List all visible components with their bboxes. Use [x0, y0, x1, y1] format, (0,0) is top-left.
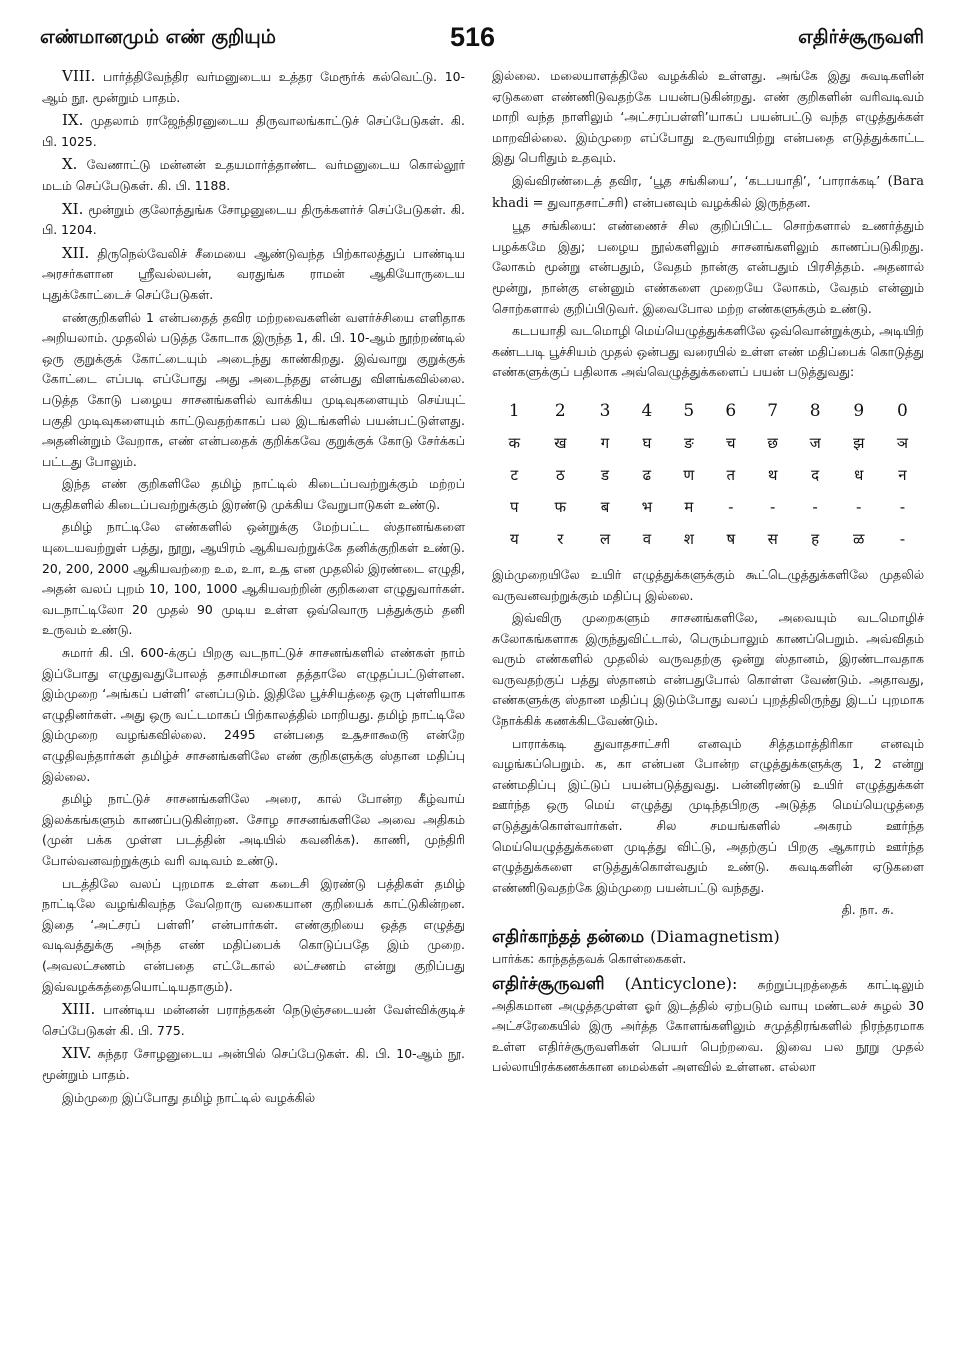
author-signature: தி. நா. சு. [841, 902, 894, 918]
table-cell: - [899, 529, 906, 548]
left-column [42, 66, 465, 1358]
paragraph-text: பார்த்திவேந்திர வர்மனுடைய உத்தர மேரூர்க் கல்வெட்டு. 10-ஆம் நூ. மூன்றும் பாதம். [42, 69, 465, 105]
table-cell: - [769, 497, 776, 516]
table-cell: ध [854, 465, 864, 484]
paragraph: தமிழ் நாட்டிலே எண்களில் ஒன்றுக்கு மேற்பட்ட ஸ்தானங்களை யுடையவற்றுள் பத்து, நூறு, ஆயிரம் ஆகியவற்றுக்கே தனிக்குறிகள் உண்டு. 20, 200, 2000 ஆகியவற்றை உ௰, உ௱, உ௲ என முதலில் இரண்டை எழுதி, அதன் வலப் புறம் 10, 100, 1000 ஆகியவற்றின் குறிகளை எழுதுவார்கள். வடநாட்டிலோ 20 முதல் 90 முடிய உள்ள ஒவ்வொரு பத்துக்கும் தனி உருவம் உண்டு. [42, 519, 465, 638]
table-cell: - [899, 497, 906, 516]
table-cell: 3 [599, 400, 611, 421]
entry-title: எதிர்காந்தத் தன்மை [492, 927, 645, 947]
table-cell: ढ [642, 465, 652, 484]
entry-latin-term: (Anticyclone): [624, 973, 738, 993]
entry-heading [492, 925, 924, 949]
table-cell: ह [811, 529, 820, 548]
table-cell: ज [809, 433, 821, 452]
table-cell: ष [726, 529, 736, 548]
paragraph [42, 1043, 465, 1085]
table-cell: 2 [554, 400, 566, 421]
paragraph: இல்லை. மலையாளத்திலே வழக்கில் உள்ளது. அங்கே இது சுவடிகளின் ஏடுகளை எண்ணிடுவதற்கே பயன்படுகின்றது. எண் குறிகளின் வரிவடிவம் மாறி வந்த நாளிலும் ‘அட்சரப்பள்ளி’யாகப் பயன்பட்டு வந்த எழுத்துக்கள் மாறவில்லை. இம்முறை எப்போது உருவாயிற்று என்பதை எடுத்துக்காட்ட இது பெரிதும் உதவும். [492, 68, 924, 166]
table-cell: न [898, 465, 907, 484]
table-cell: - [812, 497, 818, 516]
table-cell: छ [767, 433, 778, 452]
roman-numeral: XII. [62, 243, 90, 262]
table-cell: य [509, 529, 519, 548]
paragraph-text: இவ்விரண்டைத் தவிர, ‘பூத சங்கியை’, ‘கடபயாதி’, ‘பாராக்கடி’ [512, 172, 888, 188]
table-cell: 4 [641, 400, 653, 421]
entry-latin-term: (Diamagnetism) [650, 927, 780, 946]
right-column [492, 66, 924, 1358]
running-title-right: எதிர்ச்சூருவளி [798, 26, 924, 48]
table-row [492, 491, 924, 523]
paragraph: படத்திலே வலப் புறமாக உள்ள கடைசி இரண்டு பத்திகள் தமிழ் நாட்டிலே வழங்கிவந்த வேறொரு வகையான குறியைக் காட்டுகின்றன. இதை ‘அட்சரப் பள்ளி’ என்பார்கள். எண்குறியை ஒத்த எழுத்து வடிவத்துக்கு அந்த எண் மதிப்பைக் கொடுப்பதே இம் முறை. (அவலட்சணம் என்பதை எட்டேகால் லட்சணம் என்று குறிப்பது இவ்வழக்கத்தையொட்டியதாகும்). [42, 875, 465, 994]
paragraph: இம்முறையிலே உயிர் எழுத்துக்களுக்கும் கூட்டெழுத்துக்களிலே முதலில் வருவனவற்றுக்கும் மதிப்பு இல்லை. [492, 566, 924, 603]
table-cell: 9 [853, 400, 865, 421]
table-cell: र [557, 529, 564, 548]
paragraph: இந்த எண் குறிகளிலே தமிழ் நாட்டில் கிடைப்பவற்றுக்கும் மற்றப் பகுதிகளில் கிடைப்பவற்றுக்கும் இரண்டு முக்கிய வேறுபாடுகள் உண்டு. [42, 476, 465, 512]
table-cell: ळ [853, 529, 865, 548]
table-cell: च [726, 433, 736, 452]
roman-numeral: VIII. [62, 67, 96, 85]
table-cell: 5 [683, 400, 695, 421]
paragraph: இம்முறை இப்போது தமிழ் நாட்டில் வழக்கில் [62, 1089, 316, 1105]
paragraph [492, 972, 924, 1078]
paragraph-text: வேணாட்டு மன்னன் உதயமார்த்தாண்ட வர்மனுடைய கொல்லூர் மடம் செப்பேடுகள். கி. பி. 1188. [42, 157, 465, 193]
paragraph [42, 110, 465, 152]
katapayadi-table [492, 395, 924, 555]
table-cell: फ [554, 497, 567, 516]
paragraph: இவ்விரு முறைகளும் சாசனங்களிலே, அவையும் வடமொழிச் சுலோகங்களாக இருந்துவிட்டால், பெரும்பாலும் காணப்பெறும். அவ்விதம் வரும் எண்களில் முதலில் வருவதற்கு ஒன்று ஸ்தானம், இரண்டாவதாக வருவதற்குப் பத்து ஸ்தானம் என்பதுபோல் கொள்ள வேண்டும். அதாவது, எண்களுக்கு ஸ்தான மதிப்பு இடும்போது வலப் புறத்திலிருந்து இடப் புறமாக நோக்கிக் கணக்கிடவேண்டும். [492, 610, 924, 729]
table-cell: 7 [767, 400, 779, 421]
paragraph-text: துவாதசாட்சரி) என்பனவும் வழக்கில் இருந்தன. [543, 194, 811, 210]
paragraph [42, 66, 465, 108]
table-cell: द [811, 465, 820, 484]
paragraph: சுமார் கி. பி. 600-க்குப் பிறகு வடநாட்டுச் சாசனங்களில் எண்கள் நாம் இப்போது எழுதுவதுபோலத் தசாமிசமான தத்தாலே எழுதப்பட்டுள்ளன. இம்முறை ‘அங்கப் பள்ளி’ எனப்படும். இதிலே பூச்சியத்தை ஒரு புள்ளியாக எழுதினர்கள். அது ஒரு வட்டமாகப் பிற்காலத்தில் மாறியது. தமிழ் நாட்டிலே இம்முறை வழங்கவில்லை. 2495 என்பதை உ௲௪௱௯௰௫ என்றே எழுதிவந்தார்கள் தமிழ்ச் சாசனங்களிலே எண் குறிகளுக்கு ஸ்தான மதிப்பு இல்லை. [42, 645, 465, 784]
table-row [492, 459, 924, 491]
roman-numeral: IX. [62, 111, 84, 130]
paragraph [492, 171, 924, 214]
paragraph-text: மூன்றும் குலோத்துங்க சோழனுடைய திருக்களர்ச் செப்பேடுகள். கி. பி. 1204. [42, 201, 465, 238]
roman-numeral: XIV. [62, 1044, 92, 1063]
paragraph [42, 154, 465, 196]
roman-numeral: XIII. [62, 1000, 96, 1019]
roman-numeral: XI. [62, 199, 84, 218]
paragraph-text: சுற்றுப்புறத்தைக் காட்டிலும் அதிகமான அழுத்தமுள்ள ஓர் இடத்தில் ஏற்படும் வாயு மண்டலச் சுழல் 30 அட்சரேகையில் இரு அர்த்த கோளங்களிலும் சமுத்திரங்களில் நிரந்தரமாக உள்ள எதிர்ச்சூருவளிகள் பெயர் பெற்றவை. இவை பல நூறு முதல் பல்லாயிரக்கணக்கான மைல்கள் அளவில் உள்ளன. எல்லா [492, 976, 924, 1075]
table-cell: ब [600, 497, 610, 516]
table-cell: क [508, 433, 521, 452]
table-cell: ल [599, 529, 611, 548]
table-cell: 0 [896, 400, 908, 421]
table-cell: ठ [555, 465, 565, 484]
table-row [492, 523, 924, 555]
table-cell: प [510, 497, 519, 516]
cross-reference: பார்க்க: காந்தத்தவக் கொள்கைகள். [492, 951, 687, 966]
table-cell: 8 [809, 400, 821, 421]
paragraph: கடபயாதி வடமொழி மெய்யெழுத்துக்களிலே ஒவ்வொன்றுக்கும், அடியிற் கண்டபடி பூச்சியம் முதல் ஒன்பது வரையில் உள்ள எண் மதிப்பைக் கொடுத்து எண்களுக்குப் பதிலாக அவ்வெழுத்துக்களைப் பயன் படுத்துவது: [492, 323, 924, 380]
page-header [0, 14, 966, 64]
table-row-digits [492, 395, 924, 427]
paragraph-text: சுந்தர சோழனுடைய அன்பில் செப்பேடுகள். கி. பி. 10-ஆம் நூ. மூன்றும் பாதம். [42, 1046, 465, 1082]
table-cell: भ [641, 497, 653, 516]
table-cell: ड [601, 465, 610, 484]
table-cell: म [684, 497, 694, 516]
table-cell: ण [683, 465, 695, 484]
table-cell: घ [642, 433, 652, 452]
table-cell: स [767, 529, 778, 548]
paragraph: பாராக்கடி துவாதசாட்சரி எனவும் சித்தமாத்திரிகா எனவும் வழங்கப்பெறும். க, கா என்பன போன்ற எழுத்துக்களுக்கு 1, 2 என்று எண்மதிப்பு இட்டுப் பயன்படுத்துவது. பன்னிரண்டு உயிர் எழுத்துக்கள் ஊர்ந்த ஒரு மெய் எழுத்து முடிந்தபிறகு அடுத்த மெய்யெழுத்தை எடுத்துக்கொள்வார்கள். சில சமயங்களில் அகரம் ஊர்ந்த மெய்யெழுத்துக்களை முடித்து விட்டு, அதற்குப் பிறகு ஆகாரம் ஊர்ந்த எழுத்துக்களை எடுத்துக்கொள்வதும் உண்டு. சுவடிகளின் ஏடுகளை எண்ணிடுவதற்கே இம்முறை பயன்பட்டு வந்தது. [492, 735, 924, 895]
table-cell: ञ [896, 433, 908, 452]
paragraph-text: பாண்டிய மன்னன் பராந்தகன் நெடுஞ்சடையன் வேள்விக்குடிச் செப்பேடுகள் கி. பி. 775. [42, 1002, 465, 1038]
table-cell: - [728, 497, 734, 516]
paragraph: தமிழ் நாட்டுச் சாசனங்களிலே அரை, கால் போன்ற கீழ்வாய் இலக்கங்களும் காணப்படுகின்றன. சோழ சாசனங்களிலே அவை அதிகம் (முன் பக்க முள்ள படத்தின் அடியில் கவனிக்க). காணி, முந்திரி போல்வனவற்றுக்கும் வரி வடிவம் உண்டு. [42, 791, 465, 868]
paragraph-text: திருநெல்வேலிச் சீமையை ஆண்டுவந்த பிற்காலத்துப் பாண்டிய அரசர்களான ஸ்ரீவல்லபன், வரதுங்க ராமன் ஆகியோருடைய புதுக்கோட்டைச் செப்பேடுகள். [42, 245, 465, 302]
table-cell: श [683, 529, 694, 548]
page-number: 516 [450, 22, 496, 52]
table-cell: त [726, 465, 736, 484]
entry-title: எதிர்ச்சூருவளி [492, 973, 605, 994]
table-cell: 1 [508, 400, 520, 421]
roman-numeral: X. [62, 155, 78, 174]
table-cell: ङ [684, 433, 694, 452]
table-row [492, 427, 924, 459]
paragraph-text: முதலாம் ராஜேந்திரனுடைய திருவாலங்காட்டுச் செப்பேடுகள். கி. பி. 1025. [42, 113, 465, 149]
paragraph: எண்குறிகளில் 1 என்பதைத் தவிர மற்றவைகளின் வளர்ச்சியை எளிதாக அறியலாம். முதலில் படுத்த கோடாக இருந்த 1, கி. பி. 10-ஆம் நூற்றண்டில் ஒரு குறுக்குக் கோட்டையும் அடைந்து காண்கிறது. இவ்வாறு குறுக்குக் கோட்டை எப்படி எப்போது அது அடைந்தது என்பது விளங்கவில்லை. படுத்த கோடு பழைய சாசனங்களில் வாக்கிய முடிவுகளையும் செய்யுட் பகுதி முடிவுகளையும் காட்டுவதற்காகப் பல இடங்களில் பயன்பட்டுள்ளது. அதனின்றும் வேறாக, எண் என்பதைக் குறிக்கவே குறுக்குக் கோடு சேர்க்கப் பட்டது போலும். [42, 309, 465, 469]
paragraph [42, 243, 465, 306]
table-cell: ख [554, 433, 567, 452]
paragraph [42, 999, 465, 1041]
table-cell: ट [510, 465, 519, 484]
paragraph: பூத சங்கியை: எண்ணைச் சில குறிப்பிட்ட சொற்களால் உணர்த்தும் பழக்கமே இது; பழைய நூல்களிலும் சாசனங்களிலும் காணப்படுகிறது. லோகம் மூன்று என்பதும், வேதம் நான்கு என்பதும் பிரசித்தம். அதனால் மூன்று, நான்கு என்னும் எண்களை முறையே லோகம், வேதம் என்னும் சொற்களால் குறிப்பிடுவர். இவைபோல மற்ற எண்களுக்கும் உண்டு. [492, 218, 924, 316]
table-cell: ग [600, 433, 610, 452]
table-cell: थ [767, 465, 778, 484]
running-title-left: எண்மானமும் எண் குறியும் [40, 26, 276, 48]
table-cell: - [856, 497, 862, 516]
table-cell: 6 [725, 400, 737, 421]
latin-term: (Bara khadi = [492, 173, 924, 211]
table-cell: व [642, 529, 652, 548]
table-cell: झ [853, 433, 865, 452]
paragraph [42, 199, 465, 241]
